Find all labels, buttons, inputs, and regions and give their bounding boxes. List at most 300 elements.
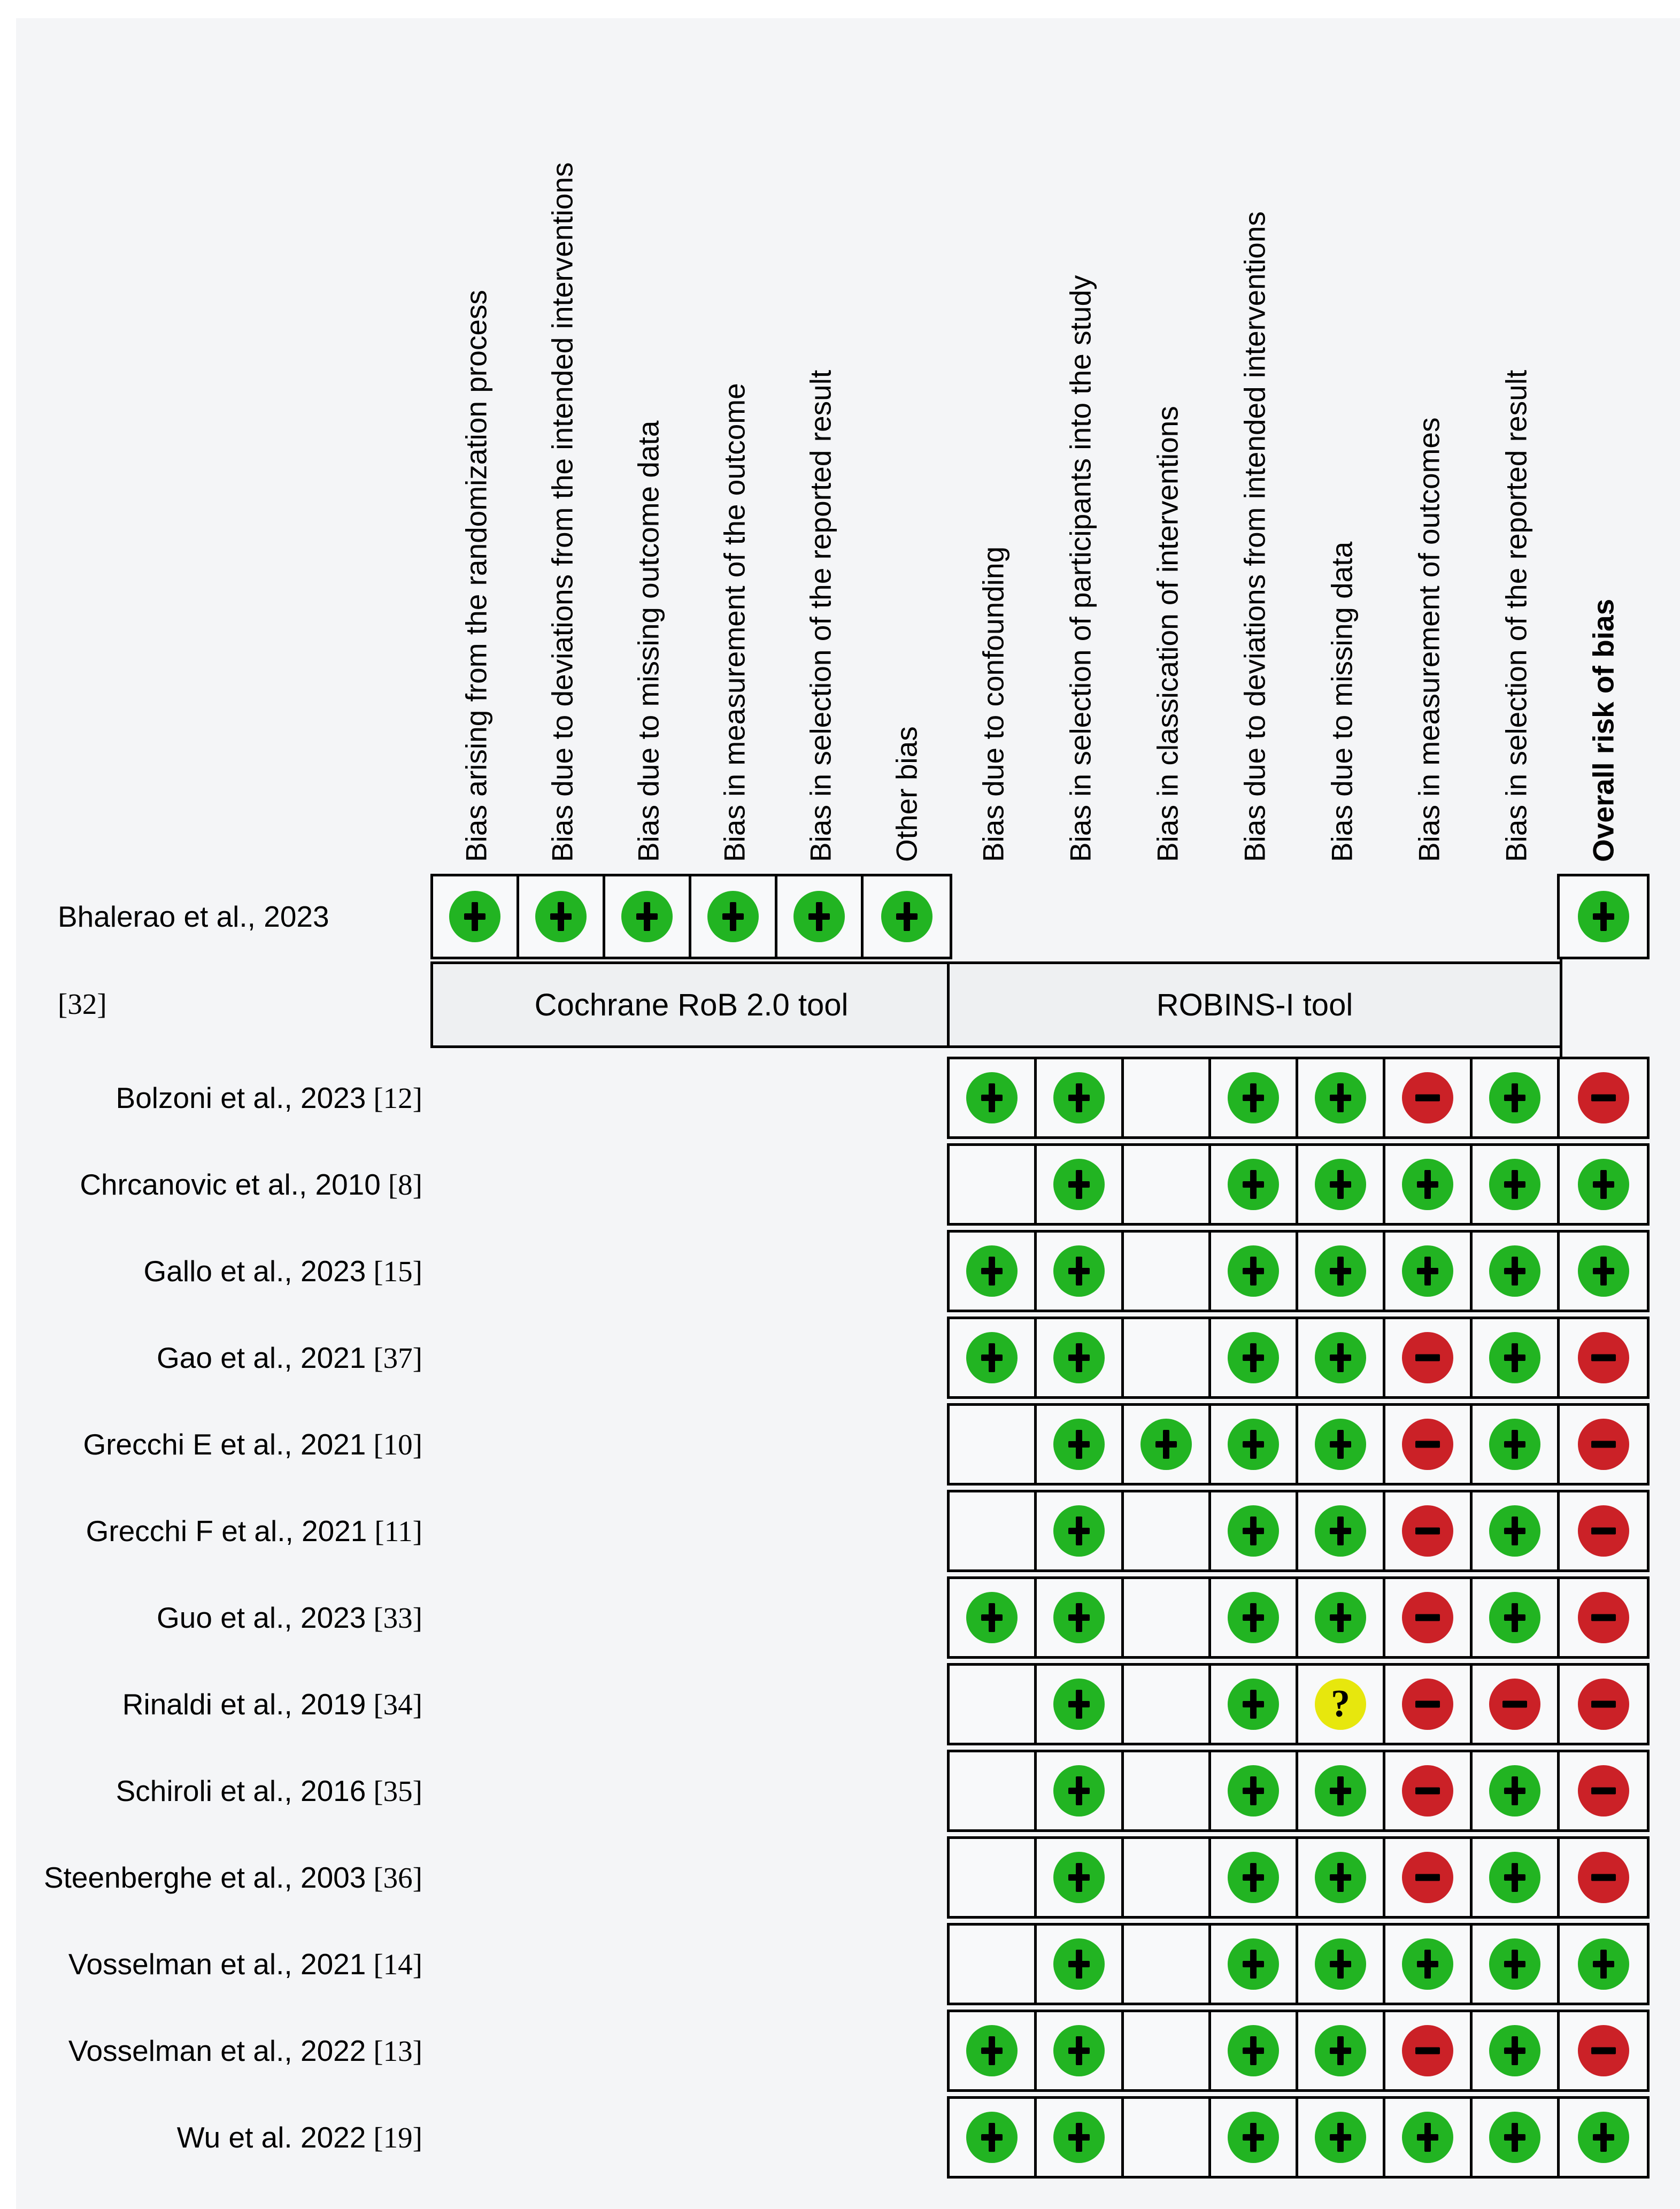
low-risk-circle: [1315, 1765, 1366, 1817]
low-risk-circle: [1489, 1419, 1540, 1470]
judgment-cell: [1560, 1839, 1647, 1916]
judgment-cell: [1124, 1059, 1211, 1136]
minus-icon: [1591, 1354, 1616, 1361]
judgment-cell: [1037, 1752, 1124, 1829]
high-risk-circle: [1578, 1072, 1629, 1123]
low-risk-circle: [1315, 1245, 1366, 1297]
study-label: [32, 1923, 422, 2005]
judgment-cell: [1037, 2012, 1124, 2089]
low-risk-circle: [1053, 1592, 1105, 1643]
judgment-cell: [1385, 1839, 1473, 1916]
study-label: [32, 1750, 422, 1832]
minus-icon: [1415, 1354, 1440, 1361]
judgment-cell: [1037, 1406, 1124, 1483]
plus-icon-horizontal: [1417, 1961, 1438, 1967]
plus-icon-horizontal: [1243, 2048, 1264, 2054]
minus-icon: [1415, 1095, 1440, 1102]
judgment-cell: [1037, 1059, 1124, 1136]
minus-icon: [1415, 1528, 1440, 1535]
judgment-cell: [1124, 1579, 1211, 1656]
plus-icon-horizontal: [1417, 1181, 1438, 1188]
robins-tool-band-label: ROBINS-I tool: [1156, 987, 1353, 1022]
plus-icon-horizontal: [1243, 1614, 1264, 1621]
judgment-cell: [1211, 1579, 1298, 1656]
plus-icon-horizontal: [1593, 913, 1614, 920]
judgment-cell: [1037, 1233, 1124, 1310]
study-label: [32, 1317, 422, 1399]
low-risk-circle: [1053, 1852, 1105, 1903]
plus-icon-horizontal: [636, 913, 658, 920]
judgment-cell: [1560, 1926, 1647, 2003]
judgment-cell: [1560, 1233, 1647, 1310]
low-risk-circle: [1315, 1159, 1366, 1210]
plus-icon-horizontal: [1243, 1528, 1264, 1534]
study-label-text: Wu et al. 2022: [176, 2121, 366, 2154]
plus-icon-horizontal: [1068, 2134, 1090, 2141]
assessment-row: [1557, 874, 1650, 959]
study-label-text: Gao et al., 2021: [156, 1341, 366, 1374]
assessment-row: [947, 1663, 1650, 1745]
low-risk-circle: [1053, 1679, 1105, 1730]
judgment-cell: [1385, 1146, 1473, 1223]
plus-icon-horizontal: [1243, 1441, 1264, 1448]
judgment-cell: [1298, 1406, 1385, 1483]
column-header: Bias in classication of interventions: [1151, 406, 1184, 862]
judgment-cell: [1385, 1059, 1473, 1136]
study-label-text: Guo et al., 2023: [156, 1601, 366, 1634]
high-risk-circle: [1578, 1592, 1629, 1643]
low-risk-circle: [1578, 1938, 1629, 1990]
judgment-cell: [1560, 1752, 1647, 1829]
plus-icon-horizontal: [981, 1095, 1003, 1101]
judgment-cell: [1560, 2012, 1647, 2089]
high-risk-circle: [1578, 1852, 1629, 1903]
minus-icon: [1591, 1614, 1616, 1621]
plus-icon-horizontal: [1155, 1441, 1177, 1448]
study-label-text: Steenberghe et al., 2003: [43, 1861, 366, 1894]
judgment-cell: [1473, 1839, 1560, 1916]
low-risk-circle: [1053, 1938, 1105, 1990]
assessment-row: [947, 1750, 1650, 1832]
low-risk-circle: [1228, 1072, 1279, 1123]
judgment-cell: [950, 1233, 1037, 1310]
low-risk-circle: [1489, 1332, 1540, 1383]
judgment-cell: [1037, 1146, 1124, 1223]
judgment-cell: [1124, 1406, 1211, 1483]
low-risk-circle: [535, 891, 587, 942]
low-risk-circle: [1315, 1938, 1366, 1990]
column-header: Bias in selection of the reported result: [804, 370, 837, 862]
low-risk-circle: [1315, 1419, 1366, 1470]
judgment-cell: [1473, 2099, 1560, 2176]
citation-ref: [13]: [373, 2034, 422, 2067]
low-risk-circle: [1053, 1419, 1105, 1470]
low-risk-circle: [881, 891, 933, 942]
plus-icon-horizontal: [1068, 1095, 1090, 1101]
judgment-cell: [1560, 2099, 1647, 2176]
minus-icon: [1415, 1788, 1440, 1795]
low-risk-circle: [1228, 1679, 1279, 1730]
study-label: Bhalerao et al., 2023: [58, 900, 329, 933]
assessment-row: [430, 874, 952, 959]
judgment-cell: [1560, 1492, 1647, 1569]
column-header: Bias in measurement of outcomes: [1412, 417, 1446, 862]
low-risk-circle: [1578, 2112, 1629, 2163]
minus-icon: [1591, 1528, 1616, 1535]
minus-icon: [1591, 1095, 1616, 1102]
column-header: Other bias: [890, 726, 923, 862]
judgment-cell: [1473, 1406, 1560, 1483]
judgment-cell: [1211, 1319, 1298, 1396]
citation-ref: [32]: [58, 987, 107, 1020]
column-header: Bias due to deviations from intended interventions: [1238, 211, 1271, 862]
study-label-text: Rinaldi et al., 2019: [122, 1688, 366, 1721]
low-risk-circle: [1228, 2025, 1279, 2076]
judgment-cell: [1298, 1666, 1385, 1743]
judgment-cell: [1037, 1666, 1124, 1743]
plus-icon-horizontal: [1504, 1441, 1525, 1448]
column-header: Bias arising from the randomization process: [459, 290, 493, 862]
citation-ref: [33]: [373, 1601, 422, 1634]
low-risk-circle: [1489, 2112, 1540, 2163]
judgment-cell: [950, 1666, 1037, 1743]
judgment-cell: [1124, 1233, 1211, 1310]
low-risk-circle: [1578, 1159, 1629, 1210]
judgment-cell: [950, 1926, 1037, 2003]
judgment-cell: [1298, 1319, 1385, 1396]
plus-icon-horizontal: [1417, 2134, 1438, 2141]
low-risk-circle: [1315, 1852, 1366, 1903]
judgment-cell: [1037, 1319, 1124, 1396]
plus-icon-horizontal: [1504, 1961, 1525, 1967]
citation-ref: [36]: [373, 1861, 422, 1894]
low-risk-circle: [1315, 2112, 1366, 2163]
judgment-cell: [950, 1579, 1037, 1656]
minus-icon: [1415, 1441, 1440, 1448]
judgment-cell: [1385, 1319, 1473, 1396]
judgment-cell: [1211, 1839, 1298, 1916]
plus-icon-horizontal: [1417, 1268, 1438, 1274]
study-label: [32, 1576, 422, 1659]
column-header: Bias in measurement of the outcome: [718, 383, 751, 862]
judgment-cell: [1298, 1059, 1385, 1136]
judgment-cell: [519, 876, 605, 957]
judgment-cell: [1473, 1233, 1560, 1310]
judgment-cell: [864, 876, 950, 957]
judgment-cell: [1298, 1146, 1385, 1223]
high-risk-circle: [1578, 2025, 1629, 2076]
judgment-cell: [691, 876, 777, 957]
plus-icon-horizontal: [1243, 1874, 1264, 1881]
judgment-cell: [1560, 1059, 1647, 1136]
citation-ref: [8]: [388, 1168, 422, 1201]
low-risk-circle: [966, 2112, 1018, 2163]
citation-ref: [19]: [373, 2121, 422, 2154]
low-risk-circle: [966, 1245, 1018, 1297]
judgment-cell: [1124, 1839, 1211, 1916]
judgment-cell: [1211, 1059, 1298, 1136]
judgment-cell: [1560, 1666, 1647, 1743]
plus-icon-horizontal: [1330, 1095, 1351, 1101]
study-label: [32, 1230, 422, 1312]
high-risk-circle: [1578, 1419, 1629, 1470]
low-risk-circle: [1489, 1072, 1540, 1123]
plus-icon-horizontal: [1504, 2048, 1525, 2054]
judgment-cell: [950, 1319, 1037, 1396]
low-risk-circle: [1402, 2112, 1453, 2163]
judgment-cell: [950, 2099, 1037, 2176]
judgment-cell: [1385, 2099, 1473, 2176]
judgment-cell: [1473, 2012, 1560, 2089]
plus-icon-horizontal: [1504, 1874, 1525, 1881]
judgment-cell: [1037, 1579, 1124, 1656]
column-header: Bias due to missing data: [1325, 541, 1359, 862]
study-label: [32, 1143, 422, 1226]
judgment-cell: [950, 1146, 1037, 1223]
plus-icon-horizontal: [1330, 1961, 1351, 1967]
plus-icon-horizontal: [1593, 1181, 1614, 1188]
low-risk-circle: [1402, 1938, 1453, 1990]
study-label-text: Vosselman et al., 2021: [68, 1948, 366, 1981]
low-risk-circle: [966, 2025, 1018, 2076]
plus-icon-horizontal: [1330, 1268, 1351, 1274]
low-risk-circle: [1140, 1419, 1192, 1470]
judgment-cell: [1124, 2099, 1211, 2176]
study-label-text: Vosselman et al., 2022: [68, 2034, 366, 2067]
low-risk-circle: [1489, 1245, 1540, 1297]
assessment-row: [947, 1923, 1650, 2005]
judgment-cell: [605, 876, 691, 957]
assessment-row: [947, 1490, 1650, 1572]
judgment-cell: [1385, 1492, 1473, 1569]
plus-icon-horizontal: [808, 913, 830, 920]
judgment-cell: [1298, 1492, 1385, 1569]
minus-icon: [1591, 2048, 1616, 2054]
low-risk-circle: [1228, 1592, 1279, 1643]
citation-ref: [37]: [373, 1341, 422, 1374]
judgment-cell: [1124, 1146, 1211, 1223]
plus-icon-horizontal: [1330, 1788, 1351, 1794]
plus-icon-horizontal: [981, 2134, 1003, 2141]
judgment-cell: [1037, 1926, 1124, 2003]
judgment-cell: [1560, 876, 1647, 957]
judgment-cell: [1560, 1146, 1647, 1223]
plus-icon-horizontal: [1330, 2134, 1351, 2141]
study-label: [32, 1663, 422, 1745]
judgment-cell: [1298, 1839, 1385, 1916]
plus-icon-horizontal: [1504, 1614, 1525, 1621]
plus-icon-horizontal: [1068, 1701, 1090, 1707]
low-risk-circle: [1053, 1332, 1105, 1383]
plus-icon-horizontal: [1068, 1441, 1090, 1448]
low-risk-circle: [1315, 1332, 1366, 1383]
low-risk-circle: [1578, 1245, 1629, 1297]
assessment-row: [947, 2096, 1650, 2179]
minus-icon: [1591, 1701, 1616, 1708]
low-risk-circle: [1315, 1592, 1366, 1643]
plus-icon-horizontal: [1243, 1095, 1264, 1101]
study-label: [32, 1057, 422, 1139]
low-risk-circle: [1489, 2025, 1540, 2076]
plus-icon-horizontal: [1504, 1268, 1525, 1274]
column-header: Bias due to confounding: [976, 546, 1010, 862]
minus-icon: [1591, 1874, 1616, 1881]
cochrane-tool-band: [430, 961, 952, 1048]
column-header: Bias due to missing outcome data: [631, 420, 665, 862]
plus-icon-horizontal: [1068, 1614, 1090, 1621]
low-risk-circle: [1402, 1159, 1453, 1210]
plus-icon-horizontal: [1504, 1354, 1525, 1361]
low-risk-circle: [1053, 1245, 1105, 1297]
question-icon: ?: [1331, 1682, 1350, 1725]
judgment-cell: [1037, 2099, 1124, 2176]
overall-column-border: [1560, 959, 1562, 1058]
study-label: [32, 1490, 422, 1572]
judgment-cell: [1298, 2099, 1385, 2176]
column-header: Bias in selection of participants into the study: [1064, 275, 1097, 862]
plus-icon-horizontal: [1243, 1788, 1264, 1794]
low-risk-circle: [1228, 1765, 1279, 1817]
judgment-cell: [1385, 1233, 1473, 1310]
low-risk-circle: [1228, 1332, 1279, 1383]
judgment-cell: [1385, 2012, 1473, 2089]
minus-icon: [1415, 2048, 1440, 2054]
plus-icon-horizontal: [1330, 2048, 1351, 2054]
plus-icon-horizontal: [550, 913, 572, 920]
plus-icon-horizontal: [1504, 1788, 1525, 1794]
low-risk-circle: [1315, 1505, 1366, 1557]
assessment-row: [947, 1317, 1650, 1399]
high-risk-circle: [1402, 1072, 1453, 1123]
judgment-cell: [1473, 1319, 1560, 1396]
high-risk-circle: [1402, 2025, 1453, 2076]
judgment-cell: [1385, 1406, 1473, 1483]
high-risk-circle: [1402, 1765, 1453, 1817]
plus-icon-horizontal: [981, 2048, 1003, 2054]
plus-icon-horizontal: [1504, 1095, 1525, 1101]
high-risk-circle: [1402, 1852, 1453, 1903]
low-risk-circle: [966, 1592, 1018, 1643]
low-risk-circle: [449, 891, 500, 942]
plus-icon-horizontal: [1330, 1181, 1351, 1188]
plus-icon-horizontal: [1243, 1354, 1264, 1361]
judgment-cell: [1385, 1666, 1473, 1743]
minus-icon: [1591, 1788, 1616, 1795]
judgment-cell: [1298, 1752, 1385, 1829]
judgment-cell: [950, 1752, 1037, 1829]
citation-ref: [34]: [373, 1688, 422, 1721]
study-label: [32, 2010, 422, 2092]
citation-ref: [15]: [373, 1254, 422, 1288]
study-label-text: Grecchi E et al., 2021: [83, 1428, 366, 1461]
high-risk-circle: [1402, 1332, 1453, 1383]
plus-icon-horizontal: [1504, 1181, 1525, 1188]
study-label-text: Chrcanovic et al., 2010: [80, 1168, 381, 1201]
study-label-text: Bolzoni et al., 2023: [115, 1081, 366, 1114]
low-risk-circle: [1489, 1159, 1540, 1210]
minus-icon: [1591, 1441, 1616, 1448]
judgment-cell: [1211, 1666, 1298, 1743]
low-risk-circle: [1489, 1852, 1540, 1903]
judgment-cell: [1211, 1926, 1298, 2003]
low-risk-circle: [1053, 1505, 1105, 1557]
low-risk-circle: [1228, 1419, 1279, 1470]
judgment-cell: [950, 1839, 1037, 1916]
judgment-cell: [1298, 1926, 1385, 2003]
high-risk-circle: [1402, 1679, 1453, 1730]
judgment-cell: [1473, 1146, 1560, 1223]
plus-icon-horizontal: [1593, 2134, 1614, 2141]
low-risk-circle: [1578, 891, 1629, 942]
study-label: [32, 1403, 422, 1486]
judgment-cell: [1473, 1666, 1560, 1743]
judgment-cell: [1211, 1406, 1298, 1483]
low-risk-circle: [1053, 1072, 1105, 1123]
plus-icon-horizontal: [1243, 1181, 1264, 1188]
citation-ref: [12]: [373, 1081, 422, 1114]
plus-icon-horizontal: [1068, 1961, 1090, 1967]
low-risk-circle: [966, 1072, 1018, 1123]
high-risk-circle: [1402, 1505, 1453, 1557]
plus-icon-horizontal: [1068, 2048, 1090, 2054]
plus-icon-horizontal: [1504, 2134, 1525, 2141]
judgment-cell: [950, 2012, 1037, 2089]
judgment-cell: [1385, 1579, 1473, 1656]
judgment-cell: [1211, 1492, 1298, 1569]
low-risk-circle: [1053, 1159, 1105, 1210]
column-header: Overall risk of bias: [1586, 598, 1620, 862]
judgment-cell: [1124, 1926, 1211, 2003]
robins-tool-band: [947, 961, 1562, 1048]
plus-icon-horizontal: [1243, 1701, 1264, 1707]
judgment-cell: [1473, 1752, 1560, 1829]
judgment-cell: [433, 876, 519, 957]
minus-icon: [1415, 1701, 1440, 1708]
plus-icon-horizontal: [1243, 1268, 1264, 1274]
low-risk-circle: [1228, 1852, 1279, 1903]
judgment-cell: [1385, 1752, 1473, 1829]
plus-icon-horizontal: [1243, 2134, 1264, 2141]
judgment-cell: [1473, 1492, 1560, 1569]
assessment-row: [947, 1057, 1650, 1139]
plus-icon-horizontal: [1330, 1354, 1351, 1361]
plus-icon-horizontal: [1330, 1614, 1351, 1621]
judgment-cell: [1037, 1839, 1124, 1916]
judgment-cell: [1124, 1666, 1211, 1743]
assessment-row: [947, 1143, 1650, 1226]
minus-icon: [1415, 1614, 1440, 1621]
judgment-cell: [950, 1406, 1037, 1483]
plus-icon-horizontal: [1068, 1354, 1090, 1361]
plus-icon-horizontal: [981, 1268, 1003, 1274]
plus-icon-horizontal: [464, 913, 485, 920]
plus-icon-horizontal: [1504, 1528, 1525, 1534]
plus-icon-horizontal: [1593, 1961, 1614, 1967]
cochrane-tool-band-label: Cochrane RoB 2.0 tool: [534, 987, 849, 1022]
plus-icon-horizontal: [722, 913, 744, 920]
low-risk-circle: [1489, 1592, 1540, 1643]
judgment-cell: [1473, 1926, 1560, 2003]
plus-icon-horizontal: [1068, 1268, 1090, 1274]
low-risk-circle: [966, 1332, 1018, 1383]
judgment-cell: [1211, 2012, 1298, 2089]
high-risk-circle: [1578, 1679, 1629, 1730]
study-label-text: Schiroli et al., 2016: [115, 1774, 366, 1807]
plus-icon-horizontal: [1330, 1441, 1351, 1448]
low-risk-circle: [1228, 1159, 1279, 1210]
judgment-cell: [1298, 1233, 1385, 1310]
high-risk-circle: [1402, 1592, 1453, 1643]
